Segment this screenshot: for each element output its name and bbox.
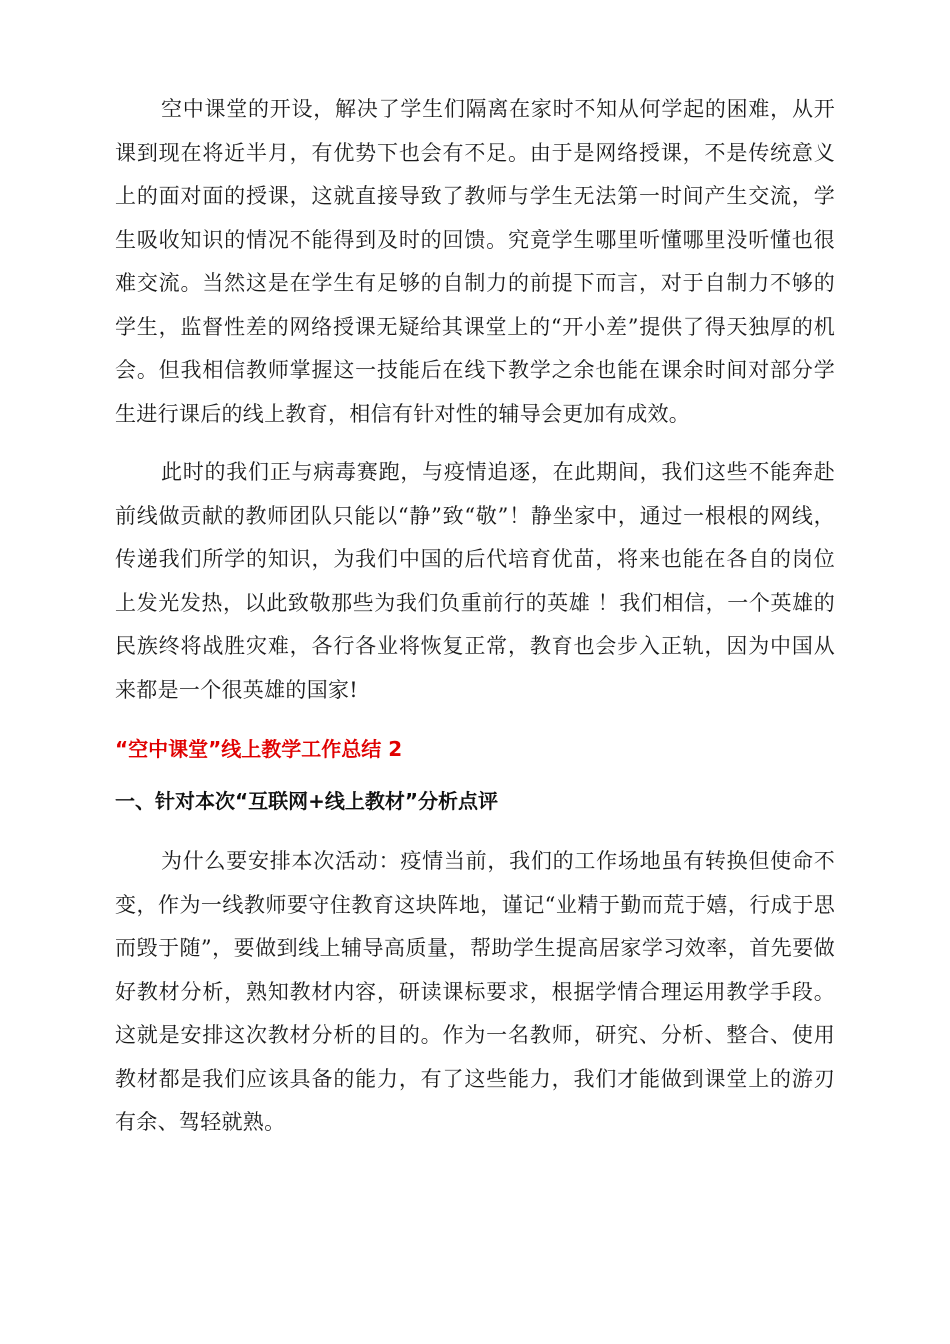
body-paragraph-2: 此时的我们正与病毒赛跑，与疫情追逐，在此期间，我们这些不能奔赴前线做贡献的教师团队只能以“静”致“敬”！静坐家中，通过一根根的网线，传递我们所学的知识，为我们中国的后代培育优苗，将来也能在各自的岗位上发光发热，以此致敬那些为我们负重前行的英雄 ！我们相信，一个英雄的民族终将战胜灾难，各行各业将恢复正常，教育也会步入正轨，因为中国从来都是一个很英雄的国家!: [115, 460, 835, 702]
document-page: [115, 88, 835, 1145]
subheading: 一、针对本次“互联网+线上教材”分析点评: [115, 789, 499, 813]
section-title: “空中课堂”线上教学工作总结 2: [115, 737, 403, 761]
body-paragraph-3: 为什么要安排本次活动：疫情当前，我们的工作场地虽有转换但使命不变，作为一线教师要守住教育这块阵地，谨记“业精于勤而荒于嬉，行成于思而毁于随”，要做到线上辅导高质量，帮助学生提高居家学习效率，首先要做好教材分析，熟知教材内容，研读课标要求，根据学情合理运用教学手段。这就是安排这次教材分析的目的。作为一名教师，研究、分析、整合、使用教材都是我们应该具备的能力，有了这些能力，我们才能做到课堂上的游刃有余、驾轻就熟。: [115, 849, 835, 1134]
body-paragraph-1: 空中课堂的开设，解决了学生们隔离在家时不知从何学起的困难，从开课到现在将近半月，有优势下也会有不足。由于是网络授课，不是传统意义上的面对面的授课，这就直接导致了教师与学生无法第一时间产生交流，学生吸收知识的情况不能得到及时的回馈。究竟学生哪里听懂哪里没听懂也很难交流。当然这是在学生有足够的自制力的前提下而言，对于自制力不够的学生，监督性差的网络授课无疑给其课堂上的“开小差”提供了得天独厚的机会。但我相信教师掌握这一技能后在线下教学之余也能在课余时间对部分学生进行课后的线上教育，相信有针对性的辅导会更加有成效。: [115, 97, 835, 426]
